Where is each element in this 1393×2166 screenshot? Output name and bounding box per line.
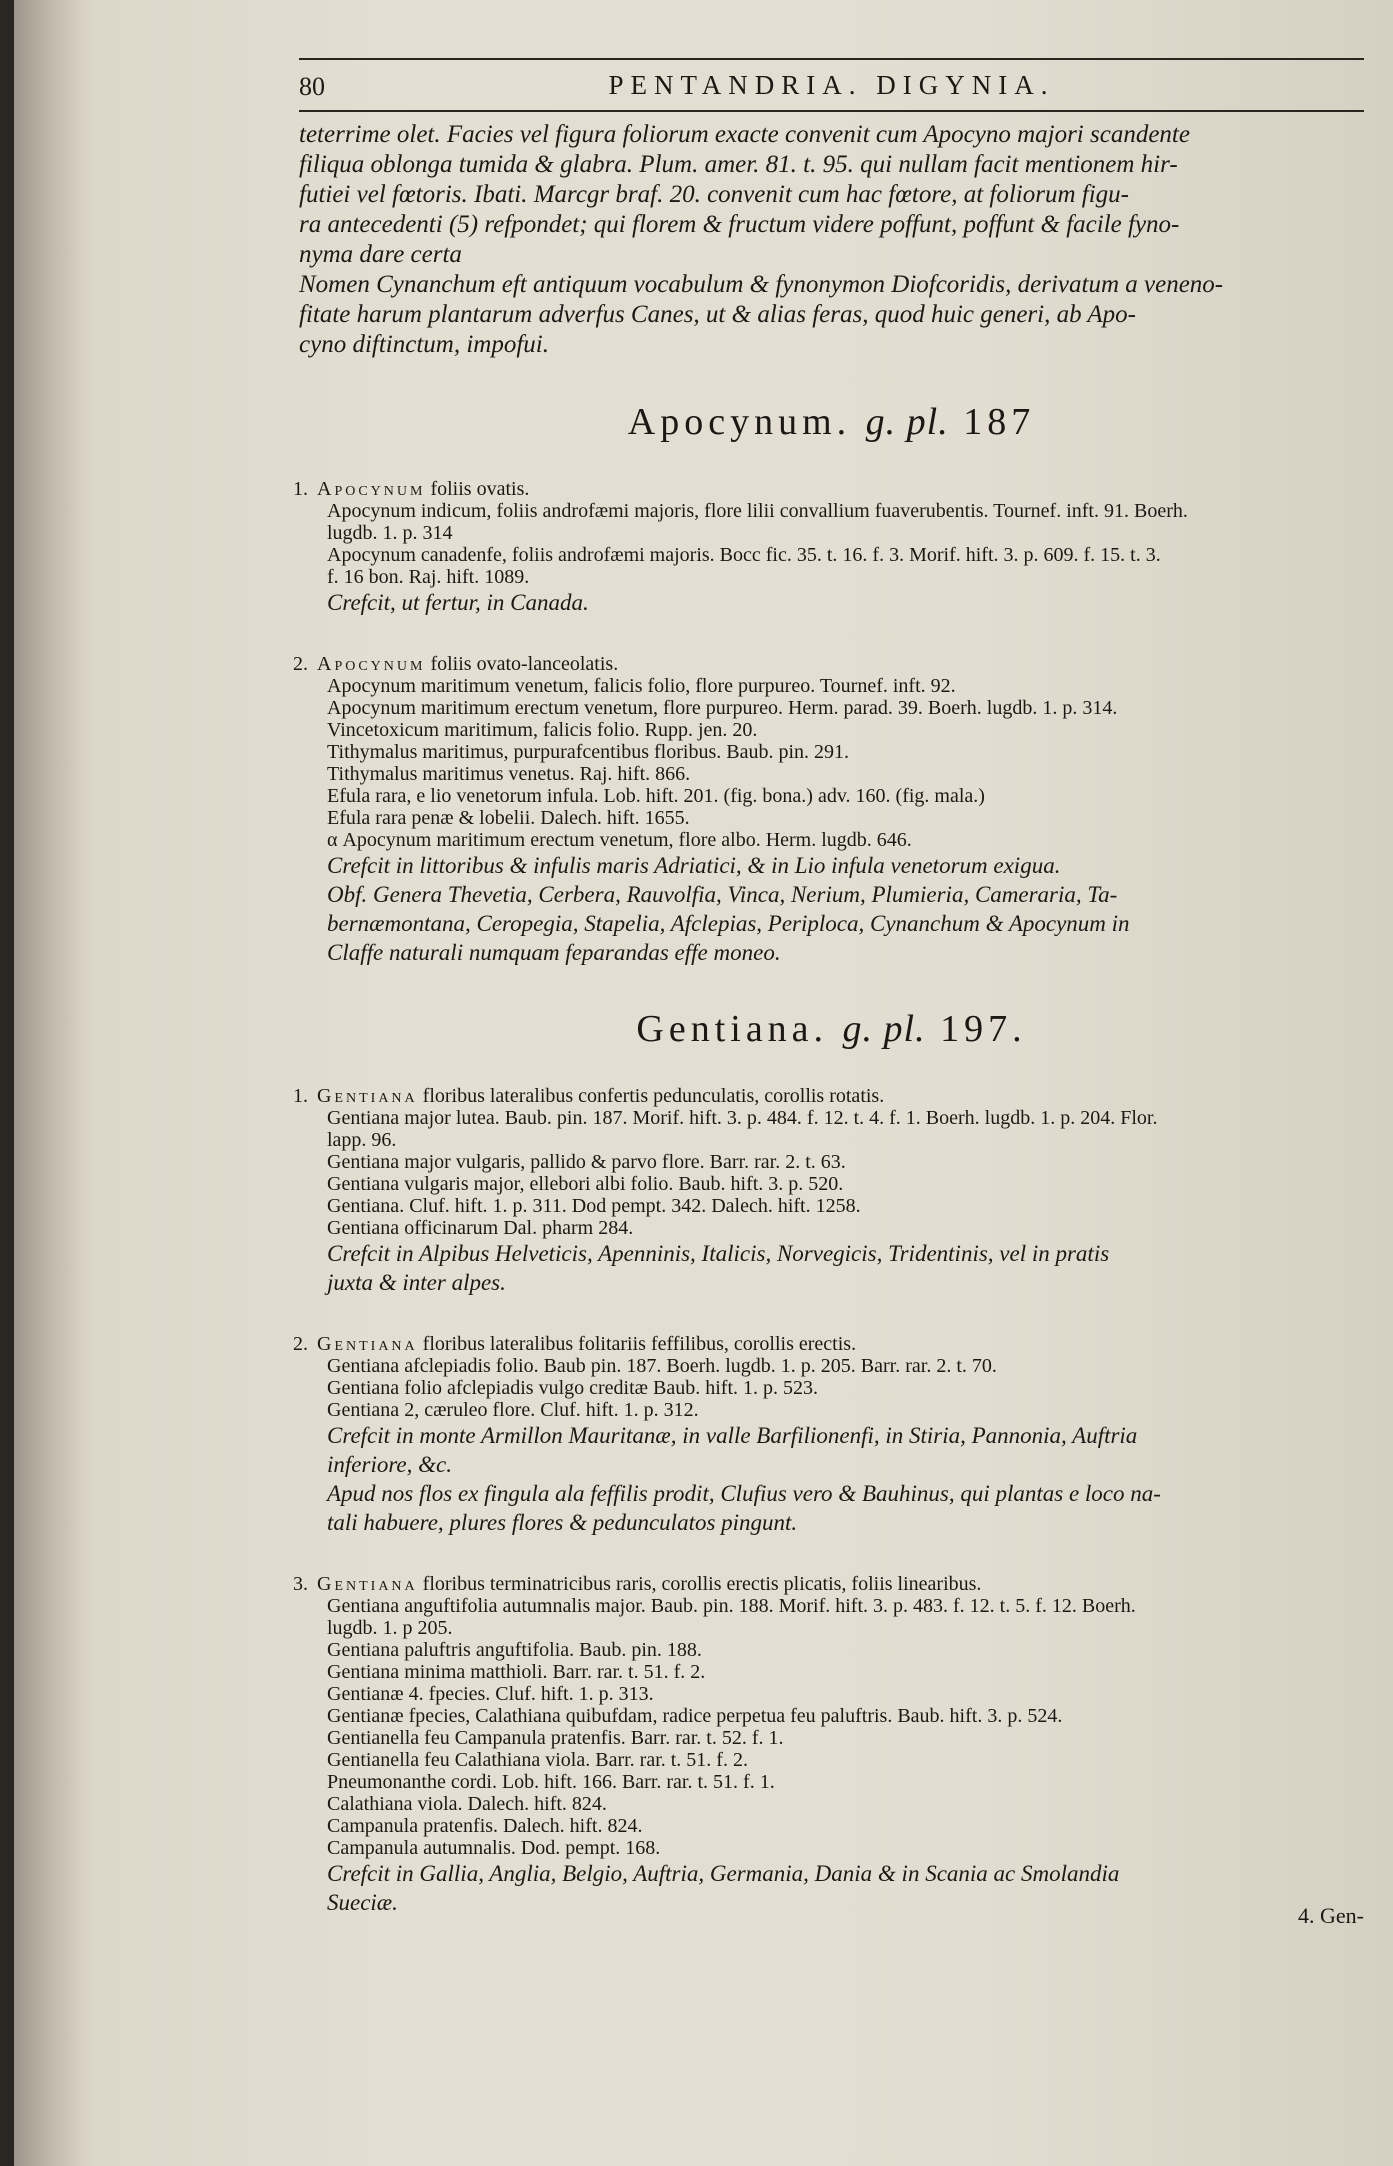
species-entry <box>293 1573 1364 1917</box>
habitat-note: Crefcit in littoribus & infulis maris Adriatici, & in Lio infula venetorum exigua. <box>327 853 1061 878</box>
synonym-line: Gentianæ 4. fpecies. Cluf. hift. 1. p. 313. <box>327 1683 654 1705</box>
species-line <box>293 1085 1364 1107</box>
intro-line: fitate harum plantarum adverfus Canes, ut & alias feras, quod huic generi, ab Apo- <box>299 301 1136 328</box>
habitat-note: Crefcit in Alpibus Helveticis, Apenninis, Italicis, Norvegicis, Tridentinis, vel in pratis <box>327 1241 1110 1266</box>
synonym-line: Pneumonanthe cordi. Lob. hift. 166. Barr. rar. t. 51. f. 1. <box>327 1771 775 1793</box>
intro-line: Nomen Cynanchum eft antiquum vocabulum & fynonymon Diofcoridis, derivatum a veneno- <box>299 271 1224 298</box>
synonym-line: Gentianella feu Campanula pratenfis. Barr. rar. t. 52. f. 1. <box>327 1727 784 1749</box>
habitat-note: Crefcit in monte Armillon Mauritanæ, in valle Barfilionenfi, in Stiria, Pannonia, Auftria <box>327 1423 1138 1448</box>
observation-note: bernæmontana, Ceropegia, Stapelia, Afclepias, Periploca, Cynanchum & Apocynum in <box>327 911 1130 936</box>
synonym-line: Gentiana vulgaris major, ellebori albi folio. Baub. hift. 3. p. 520. <box>327 1173 844 1195</box>
species-line <box>293 653 1364 675</box>
intro-line: futiei vel fœtoris. Ibati. Marcgr braf. 20. convenit cum hac fœtore, at foliorum figu- <box>299 181 1130 208</box>
species-line <box>293 478 1364 500</box>
species-number: 2. <box>293 653 308 675</box>
synonym-line: Campanula pratenfis. Dalech. hift. 824. <box>327 1815 643 1837</box>
page-content <box>293 58 1364 1929</box>
synonym-line: Apocynum indicum, foliis androfæmi majoris, flore lilii convallium fuaverubentis. Tournef. inft. 91. Boerh. <box>327 500 1188 522</box>
species-genus: Gentiana <box>317 1333 418 1355</box>
species-diagnosis: foliis ovatis. <box>430 478 530 500</box>
section-heading <box>299 1007 1364 1051</box>
observation-note: Claffe naturali numquam feparandas effe moneo. <box>327 940 781 965</box>
synonym-line: Gentiana minima matthioli. Barr. rar. t. 51. f. 2. <box>327 1661 706 1683</box>
synonym-line: f. 16 bon. Raj. hift. 1089. <box>327 566 530 588</box>
synonym-line: lugdb. 1. p 205. <box>327 1617 453 1639</box>
synonym-line: Gentianæ fpecies, Calathiana quibufdam, radice perpetua feu paluftris. Baub. hift. 3. p. 524. <box>327 1705 1063 1727</box>
habitat-note: juxta & inter alpes. <box>327 1270 506 1295</box>
habitat-note: Sueciæ. <box>327 1890 398 1915</box>
synonym-line: Gentiana paluftris anguftifolia. Baub. pin. 188. <box>327 1639 702 1661</box>
section-gpl: g. pl. <box>842 1008 926 1050</box>
species-diagnosis: floribus lateralibus confertis pedunculatis, corollis rotatis. <box>422 1085 885 1107</box>
section-title: Gentiana. <box>636 1008 829 1050</box>
species-diagnosis: foliis ovato-lanceolatis. <box>430 653 619 675</box>
synonym-line: Apocynum maritimum venetum, falicis folio, flore purpureo. Tournef. inft. 92. <box>327 675 956 697</box>
running-header <box>299 60 1364 112</box>
synonym-line: lapp. 96. <box>327 1129 397 1151</box>
intro-text <box>299 120 1364 360</box>
section-heading <box>299 400 1364 444</box>
species-genus: Apocynum <box>317 478 426 500</box>
observation-note: Obf. Genera Thevetia, Cerbera, Rauvolfia, Vinca, Nerium, Plumieria, Cameraria, Ta- <box>327 882 1118 907</box>
synonym-line: Gentiana major lutea. Baub. pin. 187. Morif. hift. 3. p. 484. f. 12. t. 4. f. 1. Boerh. lugdb. 1. p. 204. Flor. <box>327 1107 1158 1129</box>
species-number: 2. <box>293 1333 308 1355</box>
section-number: 197. <box>940 1008 1027 1050</box>
intro-line: ra antecedenti (5) refpondet; qui florem & fructum videre poffunt, poffunt & facile fyno- <box>299 211 1180 238</box>
section-number: 187 <box>963 401 1036 443</box>
synonym-line: Gentianella feu Calathiana viola. Barr. rar. t. 51. f. 2. <box>327 1749 748 1771</box>
synonym-line: Efula rara, e lio venetorum infula. Lob. hift. 201. (fig. bona.) adv. 160. (fig. mala.) <box>327 785 985 807</box>
section-gpl: g. pl. <box>865 401 949 443</box>
synonym-line: Vincetoxicum maritimum, falicis folio. Rupp. jen. 20. <box>327 719 758 741</box>
species-entry <box>293 478 1364 617</box>
intro-line: nyma dare certa <box>299 241 462 268</box>
species-genus: Gentiana <box>317 1085 418 1107</box>
habitat-note: Crefcit, ut fertur, in Canada. <box>327 590 589 615</box>
running-title: PENTANDRIA. DIGYNIA. <box>608 70 1055 100</box>
intro-line: filiqua oblonga tumida & glabra. Plum. amer. 81. t. 95. qui nullam facit mentionem hir- <box>299 151 1178 178</box>
synonym-line: Gentiana. Cluf. hift. 1. p. 311. Dod pempt. 342. Dalech. hift. 1258. <box>327 1195 861 1217</box>
species-entry <box>293 653 1364 967</box>
intro-line: teterrime olet. Facies vel figura foliorum exacte convenit cum Apocyno majori scandente <box>299 121 1190 148</box>
synonym-line: Apocynum maritimum erectum venetum, flore purpureo. Herm. parad. 39. Boerh. lugdb. 1. p. 314. <box>327 697 1118 719</box>
synonym-line: Gentiana major vulgaris, pallido & parvo flore. Barr. rar. 2. t. 63. <box>327 1151 846 1173</box>
intro-line: cyno diftinctum, impofui. <box>299 331 549 358</box>
section-gentiana <box>293 1007 1364 1917</box>
synonym-line: Tithymalus maritimus, purpurafcentibus floribus. Baub. pin. 291. <box>327 741 850 763</box>
habitat-note: Crefcit in Gallia, Anglia, Belgio, Auftria, Germania, Dania & in Scania ac Smolandia <box>327 1861 1120 1886</box>
synonym-line: Gentiana anguftifolia autumnalis major. Baub. pin. 188. Morif. hift. 3. p. 483. f. 12. t. 5. f. 12. Boerh. <box>327 1595 1136 1617</box>
page-gutter-shadow <box>14 0 84 2166</box>
synonym-line: Tithymalus maritimus venetus. Raj. hift. 866. <box>327 763 691 785</box>
species-number: 1. <box>293 1085 308 1107</box>
section-title: Apocynum. <box>627 401 852 443</box>
synonym-line: Calathiana viola. Dalech. hift. 824. <box>327 1793 607 1815</box>
synonym-line: Apocynum canadenfe, foliis androfæmi majoris. Bocc fic. 35. t. 16. f. 3. Morif. hift. 3. p. 609. f. 15. t. 3. <box>327 544 1161 566</box>
species-entry <box>293 1333 1364 1537</box>
species-number: 3. <box>293 1573 308 1595</box>
species-genus: Gentiana <box>317 1573 418 1595</box>
species-entry <box>293 1085 1364 1297</box>
catchword: 4. Gen- <box>1298 1903 1364 1928</box>
observation-note: Apud nos flos ex fingula ala feffilis prodit, Clufius vero & Bauhinus, qui plantas e loco na- <box>327 1481 1161 1506</box>
synonym-line: Gentiana officinarum Dal. pharm 284. <box>327 1217 634 1239</box>
synonym-line: Efula rara penæ & lobelii. Dalech. hift. 1655. <box>327 807 690 829</box>
synonym-line: lugdb. 1. p. 314 <box>327 522 453 544</box>
observation-note: tali habuere, plures flores & pedunculatos pingunt. <box>327 1510 798 1535</box>
species-line <box>293 1333 1364 1355</box>
species-genus: Apocynum <box>317 653 426 675</box>
synonym-line: Gentiana folio afclepiadis vulgo creditæ Baub. hift. 1. p. 523. <box>327 1377 818 1399</box>
synonym-line: α Apocynum maritimum erectum venetum, flore albo. Herm. lugdb. 646. <box>327 829 912 851</box>
synonym-line: Campanula autumnalis. Dod. pempt. 168. <box>327 1837 661 1859</box>
habitat-note: inferiore, &c. <box>327 1452 452 1477</box>
book-page <box>14 0 1393 2166</box>
page-number: 80 <box>299 72 325 101</box>
species-diagnosis: floribus terminatricibus raris, corollis erectis plicatis, foliis linearibus. <box>422 1573 982 1595</box>
species-diagnosis: floribus lateralibus folitariis feffilibus, corollis erectis. <box>422 1333 857 1355</box>
species-number: 1. <box>293 478 308 500</box>
synonym-line: Gentiana 2, cæruleo flore. Cluf. hift. 1. p. 312. <box>327 1399 699 1421</box>
species-line <box>293 1573 1364 1595</box>
section-apocynum <box>293 400 1364 967</box>
synonym-line: Gentiana afclepiadis folio. Baub pin. 187. Boerh. lugdb. 1. p. 205. Barr. rar. 2. t. 70. <box>327 1355 997 1377</box>
